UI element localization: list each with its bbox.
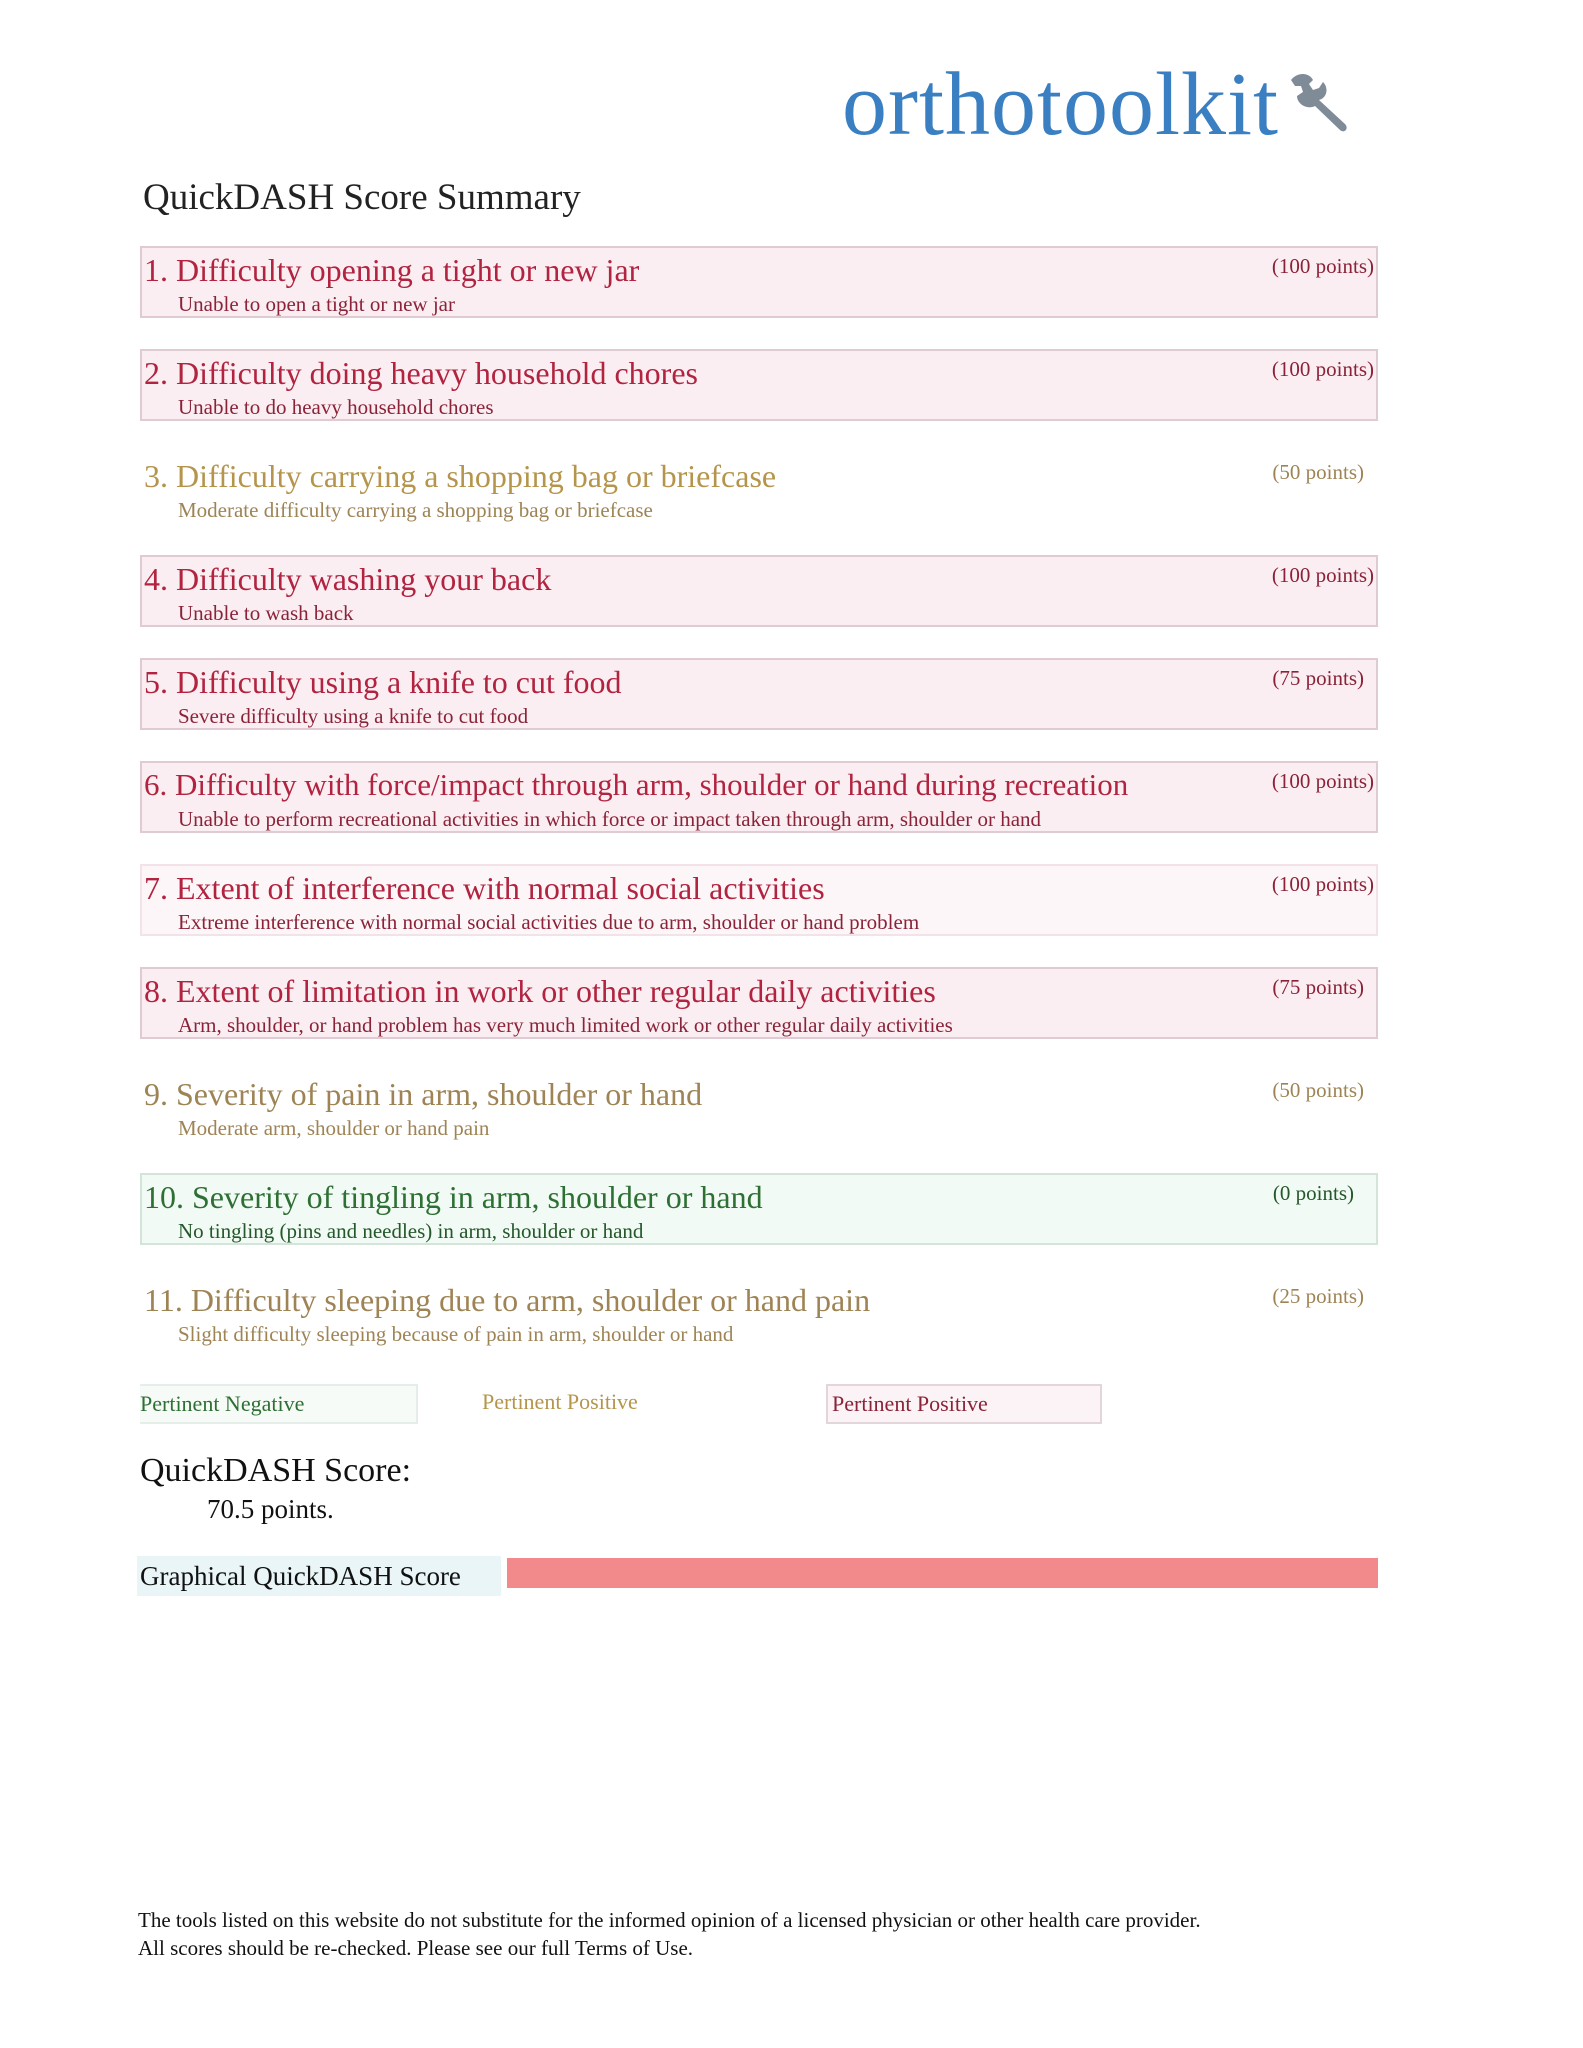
question-answer: Unable to wash back [178,601,354,625]
question-answer: Moderate arm, shoulder or hand pain [178,1116,490,1140]
question-item-11 [140,1276,1378,1348]
question-points: (100 points) [1271,769,1374,793]
question-item-8 [140,967,1378,1039]
logo-text: orthotoolkit [842,55,1279,154]
wrench-icon [1283,66,1363,146]
score-graph-fill [507,1558,1378,1588]
question-answer: Slight difficulty sleeping because of pain in arm, shoulder or hand [178,1322,734,1346]
question-title: 4. Difficulty washing your back [144,561,552,597]
question-answer: Severe difficulty using a knife to cut food [178,704,529,728]
disclaimer-line-1: The tools listed on this website do not substitute for the informed opinion of a licensed physician or other health care provider. [138,1908,1201,1932]
question-points: (100 points) [1271,563,1374,587]
question-item-6 [140,761,1378,833]
question-points: (75 points) [1272,666,1364,690]
question-title: 11. Difficulty sleeping due to arm, shoulder or hand pain [144,1282,871,1318]
question-item-4 [140,555,1378,627]
question-points: (50 points) [1272,1078,1364,1102]
score-value: 70.5 points. [207,1494,334,1524]
legend-pertinent-negative: Pertinent Negative [140,1384,418,1424]
question-title: 5. Difficulty using a knife to cut food [144,664,622,700]
question-answer: Arm, shoulder, or hand problem has very much limited work or other regular daily activities [178,1013,953,1037]
question-title: 6. Difficulty with force/impact through arm, shoulder or hand during recreation [144,767,1129,802]
question-points: (25 points) [1272,1284,1364,1308]
question-item-9 [140,1070,1378,1142]
question-title: 2. Difficulty doing heavy household chores [144,355,698,391]
question-title: 7. Extent of interference with normal social activities [144,870,825,906]
question-points: (0 points) [1272,1181,1354,1205]
question-item-1 [140,246,1378,318]
disclaimer-line-2: All scores should be re-checked. Please see our full Terms of Use. [138,1936,694,1960]
question-answer: No tingling (pins and needles) in arm, shoulder or hand [178,1219,644,1243]
question-title: 9. Severity of pain in arm, shoulder or hand [144,1076,703,1112]
question-points: (100 points) [1271,254,1374,278]
question-answer: Unable to open a tight or new jar [178,292,455,316]
question-title: 8. Extent of limitation in work or other regular daily activities [144,973,936,1009]
question-item-10 [140,1173,1378,1245]
question-title: 3. Difficulty carrying a shopping bag or briefcase [144,458,777,494]
question-answer: Unable to perform recreational activities in which force or impact taken through arm, shoulder or hand [178,807,1042,831]
question-item-7 [140,864,1378,936]
question-item-5 [140,658,1378,730]
question-item-3 [140,452,1378,524]
question-title: 1. Difficulty opening a tight or new jar [144,252,640,288]
graph-label: Graphical QuickDASH Score [137,1556,501,1596]
page-title: QuickDASH Score Summary [143,177,581,218]
question-answer: Unable to do heavy household chores [178,395,494,419]
score-label: QuickDASH Score: [140,1452,412,1489]
question-points: (50 points) [1272,460,1364,484]
score-graph-track [507,1558,1378,1588]
question-title: 10. Severity of tingling in arm, shoulder or hand [144,1179,763,1215]
question-points: (100 points) [1271,357,1374,381]
legend-pertinent-positive-severe: Pertinent Positive [826,1384,1102,1424]
legend-pertinent-positive-moderate: Pertinent Positive [482,1389,638,1414]
question-points: (75 points) [1272,975,1364,999]
question-answer: Extreme interference with normal social activities due to arm, shoulder or hand problem [178,910,920,934]
question-item-2 [140,349,1378,421]
disclaimer [138,1906,1201,1962]
orthotoolkit-logo [842,55,1363,154]
question-answer: Moderate difficulty carrying a shopping bag or briefcase [178,498,653,522]
question-points: (100 points) [1271,872,1374,896]
